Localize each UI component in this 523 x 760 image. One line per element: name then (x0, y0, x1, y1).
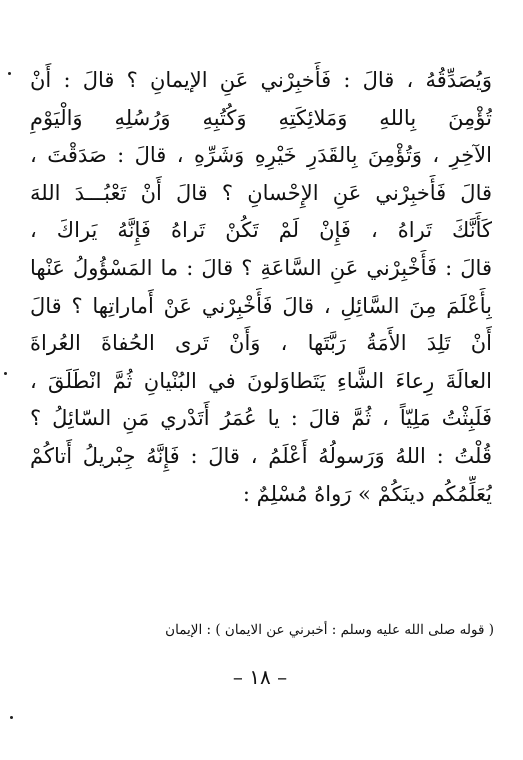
text-line-12: يُعَلِّمُكُم دينَكُمْ » رَواهُ مُسْلِمٌ : (242, 481, 492, 506)
scan-speck (4, 372, 7, 375)
text-line-4: قالَ فَأَخبِرْني عَنِ الإِحْسانِ ؟ قالَ أَنْ تَعْبُـــدَ اللهَ (30, 180, 492, 205)
body-text (30, 62, 492, 513)
text-line-6: قالَ : فَأَخْبِرْني عَنِ السَّاعَةِ ؟ قالَ : ما المَسْؤُولُ عَنْها (30, 255, 492, 280)
text-line-11: قُلْتُ : اللهُ وَرَسولُهُ أَعْلَمُ ، قالَ : فَإِنَّهُ جِبْريلُ أَتاكُمْ (30, 443, 492, 468)
text-line-2: تُؤْمِنَ بِاللهِ وَمَلائِكَتِهِ وَكُتُبِهِ وَرُسُلِهِ وَالْيَوْمِ (30, 105, 492, 130)
text-line-5: كَأَنَّكَ تَراهُ ، فَإِنْ لَمْ تَكُنْ تَراهُ فَإِنَّهُ يَراكَ ، (30, 218, 492, 243)
text-line-1: وَيُصَدِّقُهُ ، قالَ : فَأَخبِرْني عَنِ الإيمانِ ؟ قالَ : أَنْ (30, 68, 492, 92)
text-line-8: أَنْ تَلِدَ الأَمَةُ رَبَّتَها ، وَأَنْ تَرى الحُفاةَ العُراةَ (30, 331, 492, 356)
text-line-9: العالَةَ رِعاءَ الشَّاءِ يَتَطاوَلونَ في البُنْيانِ ثُمَّ انْطَلَقَ ، (30, 368, 492, 393)
text-line-3: الآخِرِ ، وَتُؤْمِنَ بِالقَدَرِ خَيْرِهِ وَشَرِّهِ ، قالَ : صَدَقْتَ ، (30, 143, 492, 168)
scan-speck (8, 72, 11, 75)
text-line-10: فَلَبِثْتُ مَلِيّاً ، ثُمَّ قالَ : يا عُمَرُ أَتَدْري مَنِ السّائِلُ ؟ (30, 406, 492, 431)
text-line-7: بِأَعْلَمَ مِنَ السَّائِلِ ، قالَ فَأَخْبِرْني عَنْ أَماراتِها ؟ قالَ (30, 293, 492, 318)
page-number: – ١٨ – (232, 665, 288, 689)
footnote: ( قوله صلى الله عليه وسلم : أخبرني عن الايمان ) : الإيمان (165, 622, 494, 638)
scan-speck (10, 716, 13, 719)
